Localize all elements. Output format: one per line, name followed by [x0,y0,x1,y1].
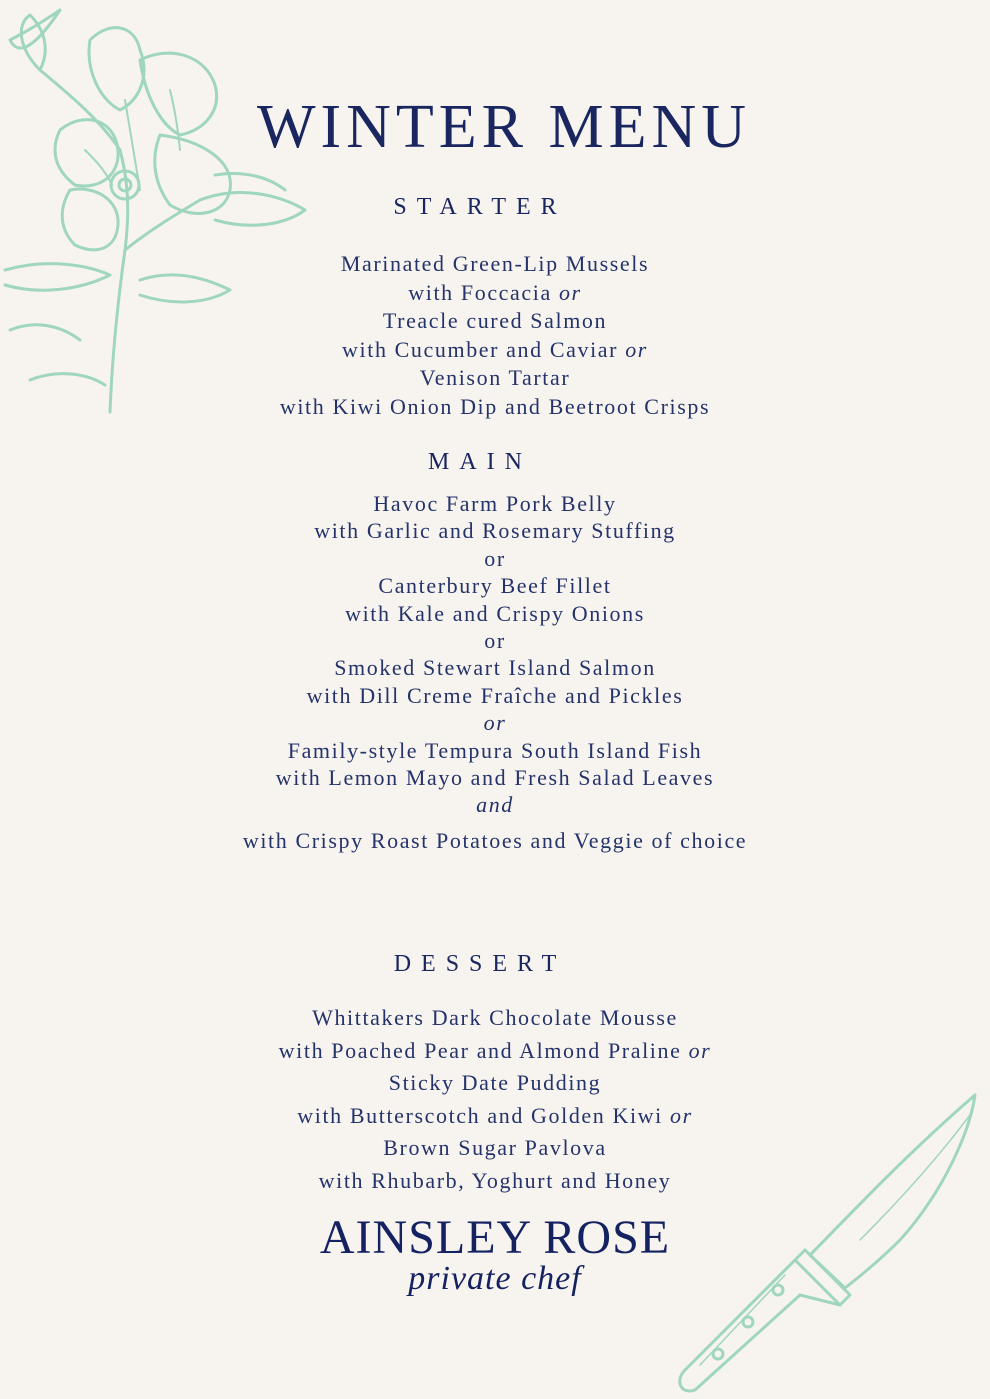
menu-item-line: with Kale and Crispy Onions [345,600,645,626]
menu-item-line: with Cucumber and Caviar or [342,336,648,362]
dessert-list [0,1002,990,1198]
menu-item-line: with Lemon Mayo and Fresh Salad Leaves [275,764,715,790]
menu-item-line: Marinated Green-Lip Mussels [340,251,650,276]
menu-item-line: with Garlic and Rosemary Stuffing [314,518,676,544]
chef-name: AINSLEY ROSE [319,1211,671,1264]
menu-item-line: with Foccacia or [408,279,582,305]
menu-item-line: with Butterscotch and Golden Kiwi or [297,1102,693,1128]
menu-item-line: with Kiwi Onion Dip and Beetroot Crisps [279,393,711,419]
menu-item-line: or [484,627,506,653]
menu-item-line: Smoked Stewart Island Salmon [334,655,656,681]
menu-item-line: Sticky Date Pudding [388,1070,602,1096]
starter-list [0,250,990,422]
menu-item-line: Family-style Tempura South Island Fish [287,737,703,763]
menu-item-line: or [484,545,506,571]
dessert-heading: DESSERT [393,951,567,977]
menu-item-line: or [483,710,507,736]
menu-item-line: and [476,792,514,818]
menu-title: WINTER MENU [256,93,752,161]
menu-item-line: Havoc Farm Pork Belly [373,491,617,516]
starter-heading: STARTER [393,194,567,220]
chef-subtitle: private chef [408,1260,582,1297]
main-list [0,490,990,819]
menu-item-line: with Rhubarb, Yoghurt and Honey [318,1167,672,1193]
main-sides: with Crispy Roast Potatoes and Veggie of choice [242,828,748,853]
menu-item-line: with Dill Creme Fraîche and Pickles [306,682,684,708]
menu-item-line: Whittakers Dark Chocolate Mousse [312,1005,678,1030]
menu-item-line: Venison Tartar [419,365,571,391]
menu-item-line: Canterbury Beef Fillet [378,573,612,599]
menu-item-line: Treacle cured Salmon [382,308,608,334]
menu-item-line: Brown Sugar Pavlova [383,1135,607,1161]
main-heading: MAIN [428,449,532,475]
menu-item-line: with Poached Pear and Almond Praline or [278,1037,712,1063]
